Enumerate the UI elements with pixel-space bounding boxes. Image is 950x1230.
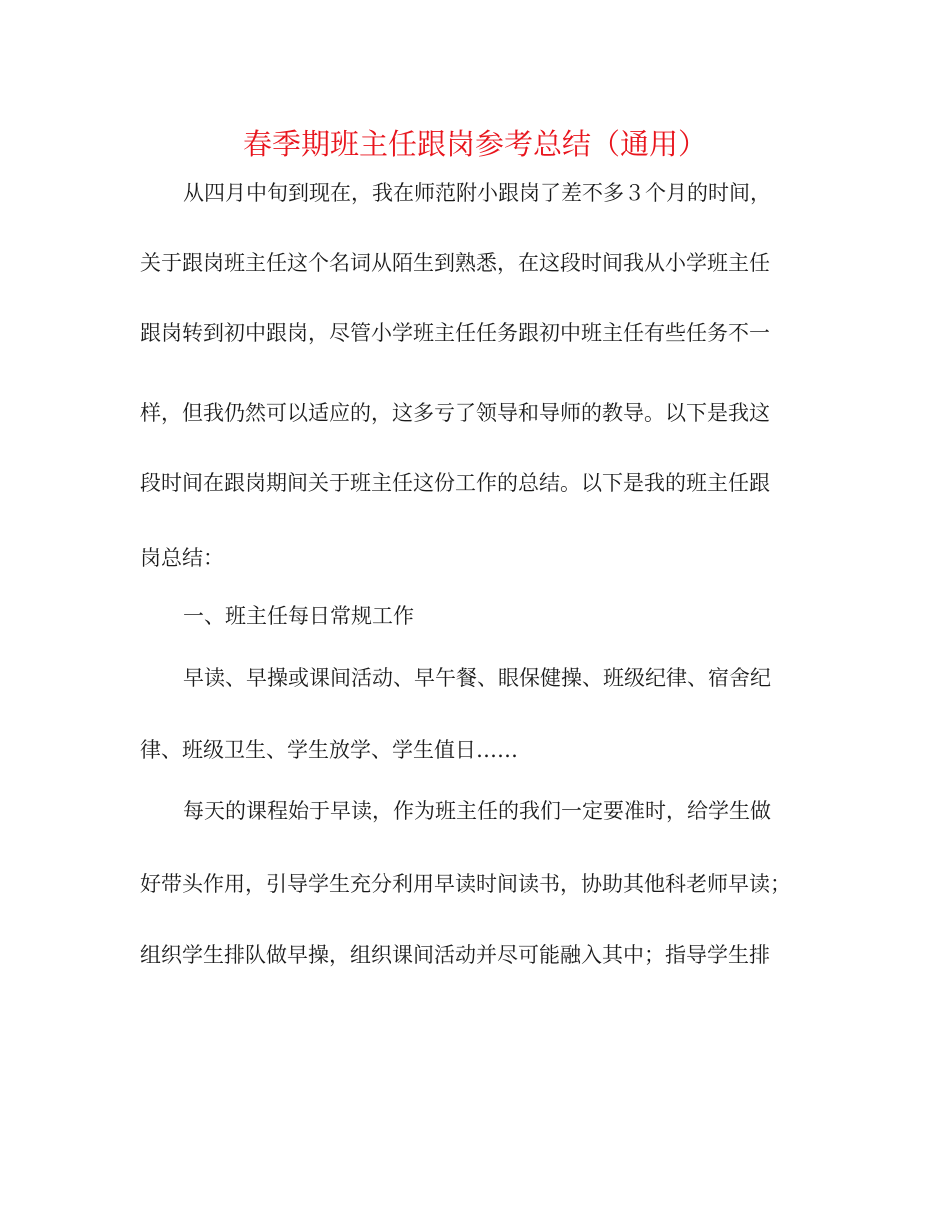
- paragraph-line: 样，但我仍然可以适应的，这多亏了领导和导师的教导。以下是我这: [140, 401, 770, 425]
- paragraph-line: 律、班级卫生、学生放学、学生值日……: [140, 738, 518, 762]
- paragraph-line: 段时间在跟岗期间关于班主任这份工作的总结。以下是我的班主任跟: [140, 471, 770, 495]
- document-title: 春季期班主任跟岗参考总结（通用）: [242, 127, 707, 161]
- paragraph-line: 从四月中旬到现在，我在师范附小跟岗了差不多３个月的时间，: [183, 181, 771, 205]
- paragraph-line: 早读、早操或课间活动、早午餐、眼保健操、班级纪律、宿舍纪: [183, 666, 771, 690]
- section-heading: 一、班主任每日常规工作: [183, 604, 414, 628]
- paragraph-line: 关于跟岗班主任这个名词从陌生到熟悉，在这段时间我从小学班主任: [140, 251, 770, 275]
- paragraph-line: 组织学生排队做早操，组织课间活动并尽可能融入其中；指导学生排: [140, 943, 770, 967]
- paragraph-line: 好带头作用，引导学生充分利用早读时间读书，协助其他科老师早读；: [140, 872, 791, 896]
- paragraph-line: 岗总结：: [140, 546, 224, 570]
- paragraph-line: 每天的课程始于早读，作为班主任的我们一定要准时，给学生做: [183, 799, 771, 823]
- paragraph-line: 跟岗转到初中跟岗，尽管小学班主任任务跟初中班主任有些任务不一: [140, 321, 770, 345]
